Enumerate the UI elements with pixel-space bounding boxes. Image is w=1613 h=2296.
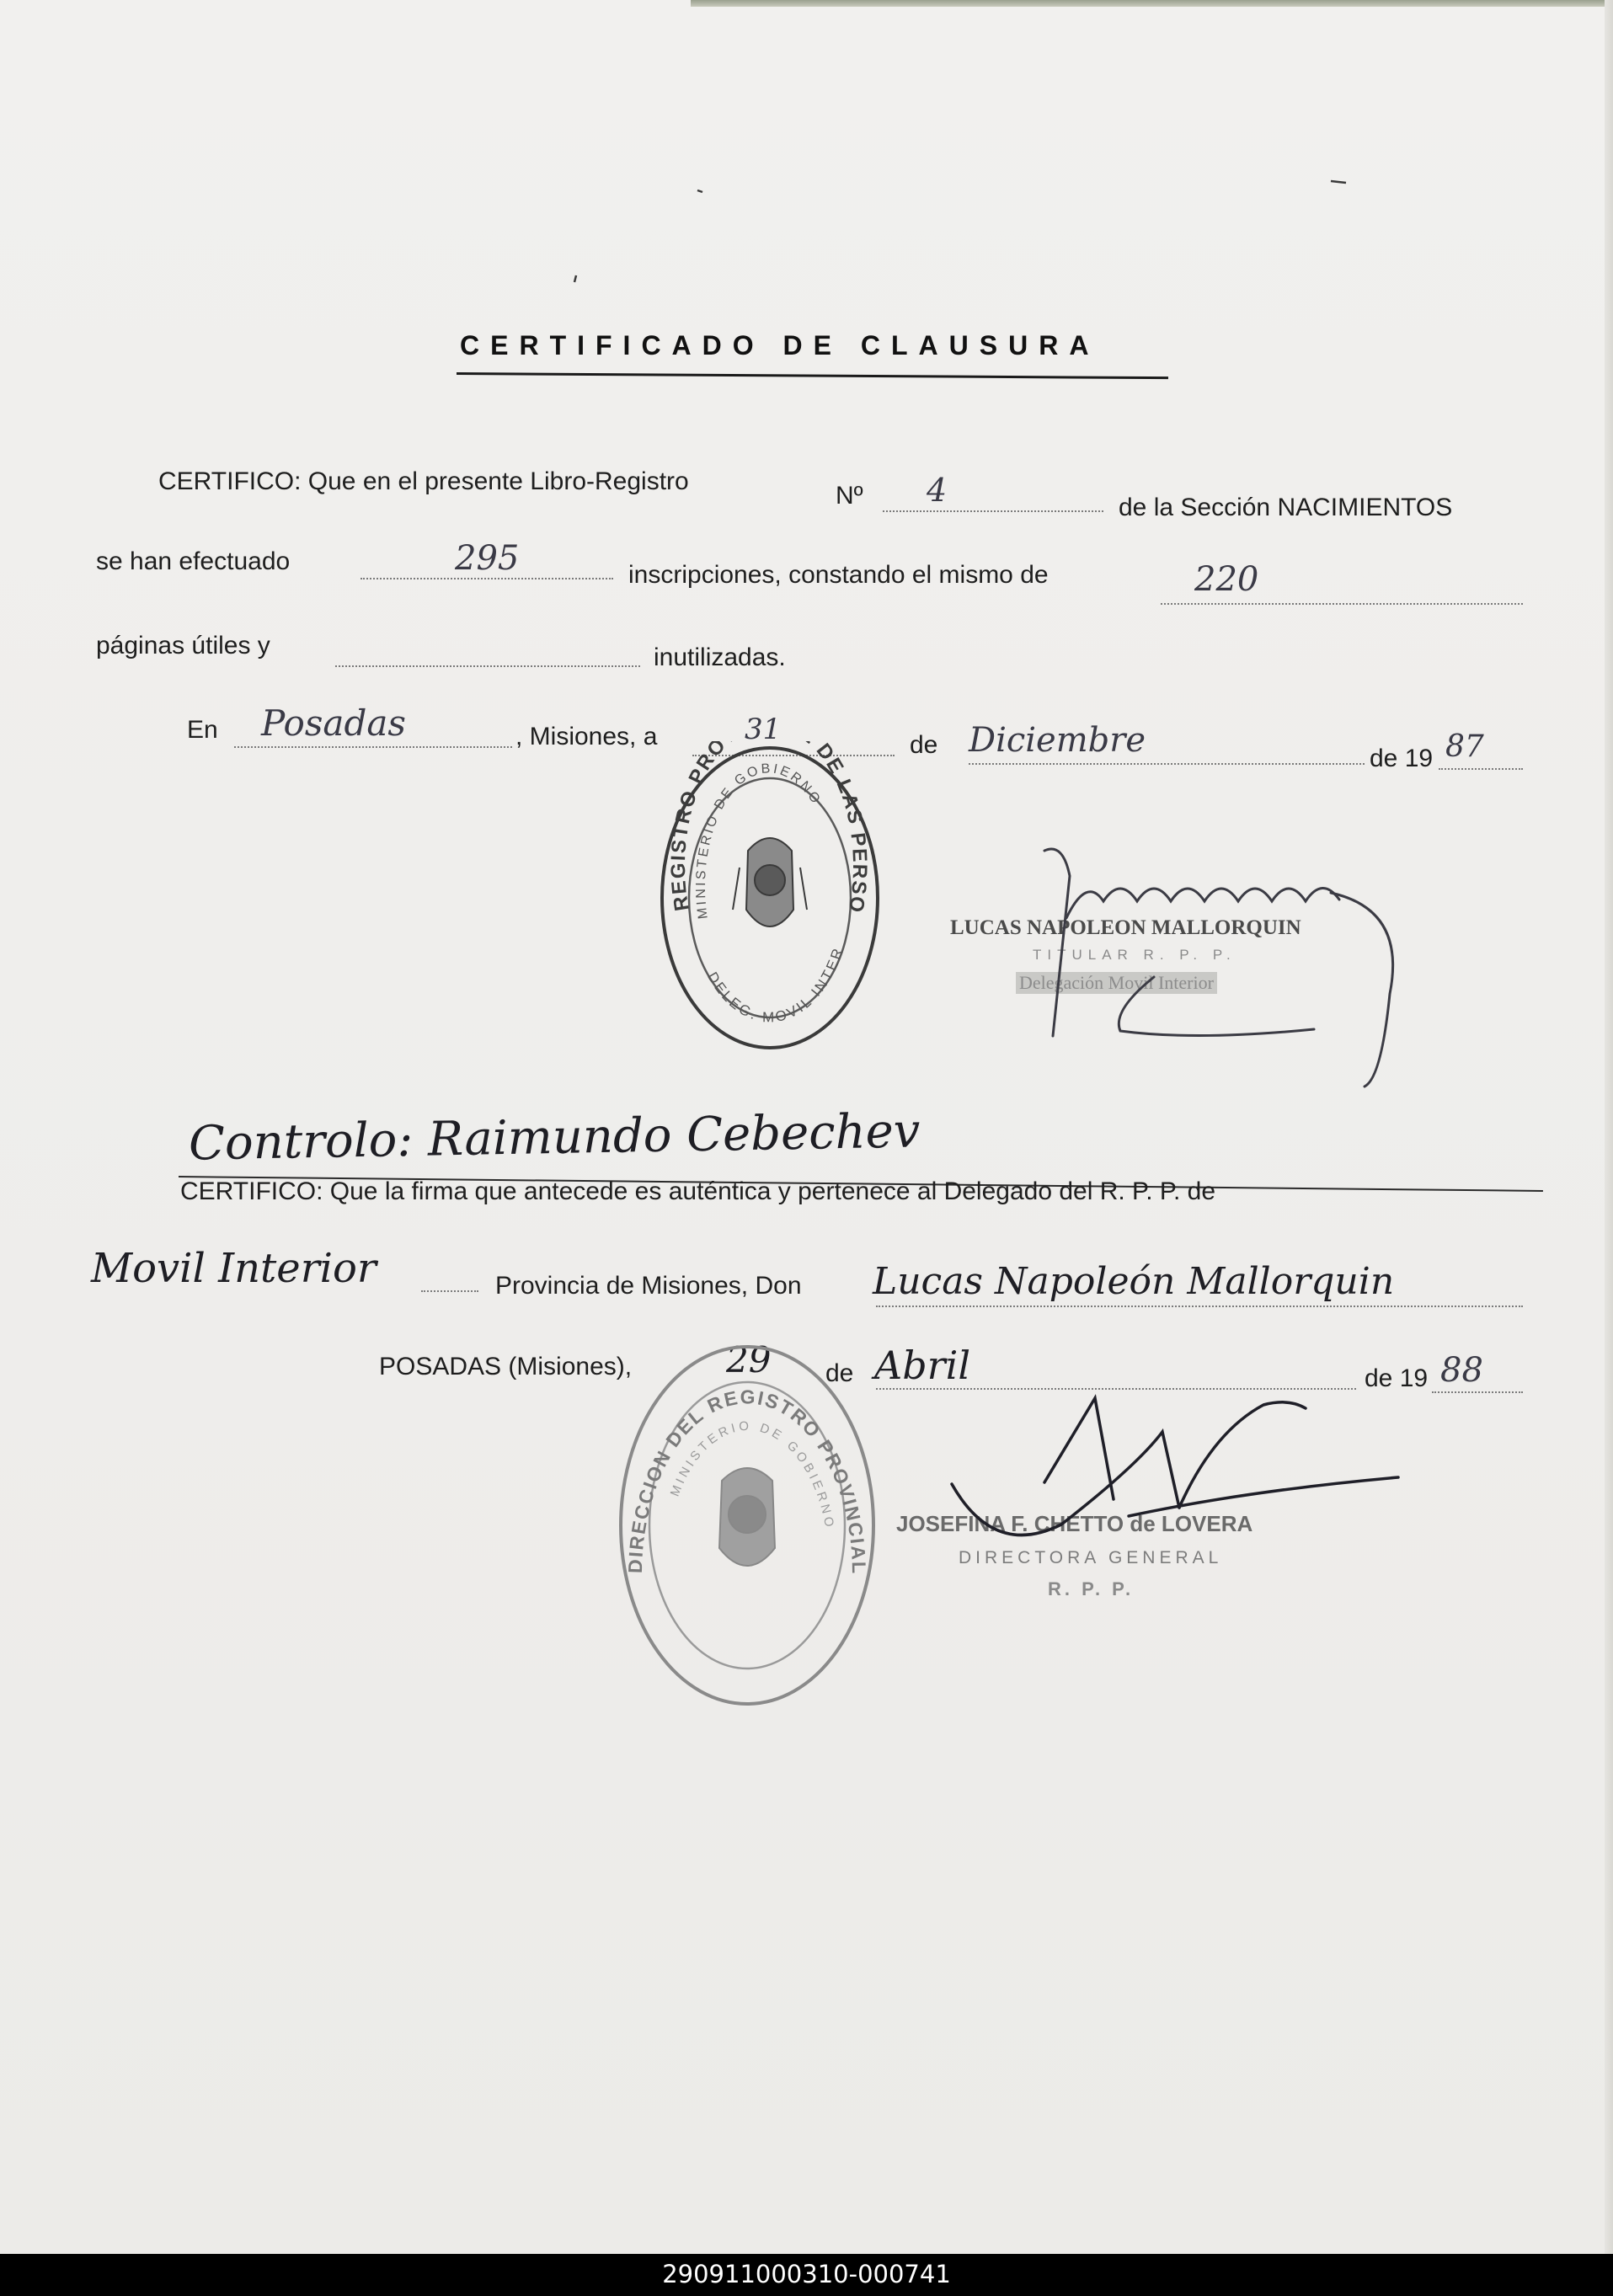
- document-title: CERTIFICADO DE CLAUSURA: [460, 330, 1100, 360]
- signatory2-role: DIRECTORA GENERAL: [959, 1548, 1223, 1567]
- cert2-line3-de: de: [825, 1359, 854, 1387]
- inscripciones-handwritten: 295: [455, 539, 520, 578]
- day2-handwritten: 29: [726, 1339, 772, 1380]
- page-specks: [574, 181, 1346, 282]
- stamp2-outer-text: DIRECCION DEL REGISTRO PROVINCIAL: [623, 1386, 871, 1575]
- cert1-line2-text: se han efectuado: [96, 547, 291, 575]
- libro-number-handwritten: 4: [927, 472, 948, 509]
- cert1-number-label: Nº: [836, 482, 863, 510]
- stamp1-inner-text: MINISTERIO DE GOBIERNO: [693, 761, 825, 920]
- signatory1-office: Delegación Movil Interior: [1016, 972, 1217, 994]
- signatory1-name: LUCAS NAPOLEON MALLORQUIN: [950, 916, 1301, 939]
- paginas-handwritten: 220: [1194, 560, 1259, 599]
- cert1-year-prefix: de 19: [1370, 745, 1434, 772]
- place-handwritten: Posadas: [261, 702, 406, 744]
- cert2-line2-text: Provincia de Misiones, Don: [495, 1272, 802, 1300]
- year-handwritten: 87: [1445, 729, 1484, 764]
- cert2-year-prefix: de 19: [1365, 1364, 1429, 1392]
- signatory2-name: JOSEFINA F. CHETTO de LOVERA: [896, 1511, 1253, 1536]
- stamp2-inner-text: MINISTERIO DE GOBIERNO: [667, 1418, 837, 1532]
- cert1-line3-end: inutilizadas.: [654, 643, 786, 671]
- don-name-handwritten: Lucas Napoleón Mallorquin: [873, 1260, 1395, 1303]
- cert1-section-text: de la Sección NACIMIENTOS: [1119, 494, 1453, 521]
- cert1-line1-text: CERTIFICO: Que en el presente Libro-Registro: [158, 467, 689, 495]
- cert1-line4-de: de: [910, 731, 938, 759]
- signature-2-icon: [952, 1398, 1398, 1535]
- cert1-line2-middle: inscripciones, constando el mismo de: [628, 561, 1049, 589]
- signatory1-role: TITULAR R. P. P.: [1033, 947, 1236, 963]
- year2-handwritten: 88: [1440, 1351, 1483, 1390]
- cert1-line4-misiones: , Misiones, a: [515, 723, 658, 750]
- stamp1-bottom-text: DELEG. MOVIL INTER: [704, 944, 847, 1026]
- signatory2-office: R. P. P.: [1048, 1578, 1135, 1599]
- stamp1-outer-text: REGISTRO PRO DE LAS PERSO: [666, 741, 872, 916]
- month2-handwritten: Abril: [874, 1343, 971, 1388]
- month-handwritten: Diciembre: [969, 721, 1146, 760]
- cert2-line3-text: POSADAS (Misiones),: [379, 1353, 633, 1380]
- control-annotation-handwritten: Controlo: Raimundo Cebechev: [188, 1103, 921, 1172]
- signature-1-icon: [1044, 849, 1393, 1087]
- delegation-handwritten: Movil Interior: [91, 1245, 377, 1292]
- document-id: 290911000310-000741: [662, 2260, 951, 2288]
- cert1-line3-text: páginas útiles y: [96, 632, 270, 659]
- cert1-line4-en: En: [187, 716, 218, 744]
- day-handwritten: 31: [745, 713, 782, 746]
- cert2-line1-text: CERTIFICO: Que la firma que antecede es auténtica y pertenece al Delegado del R. P. P. de: [180, 1177, 1216, 1205]
